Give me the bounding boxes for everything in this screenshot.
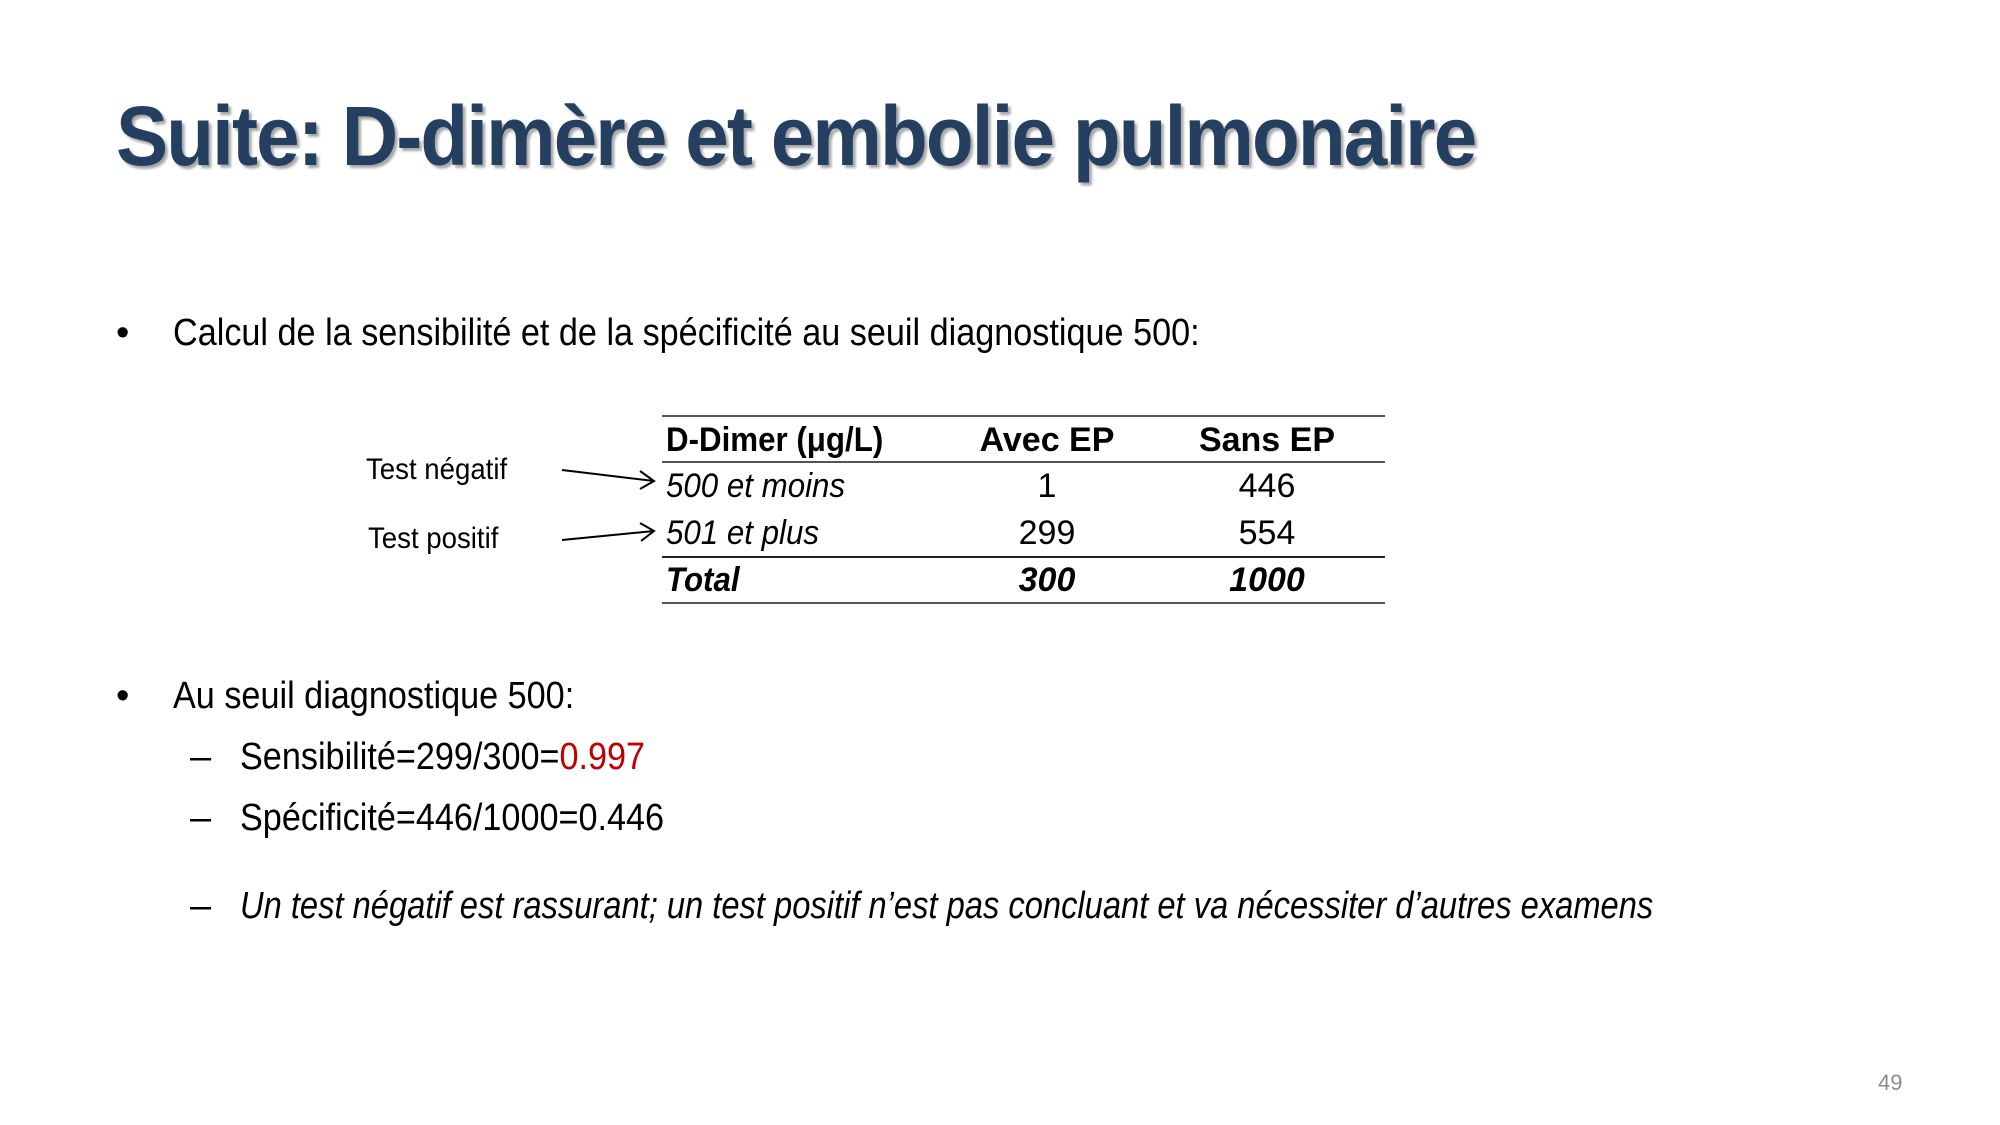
header-sans-ep: Sans EP — [1198, 421, 1336, 459]
bullet-marker: • — [116, 675, 130, 717]
row-label: 500 et moins — [666, 467, 846, 505]
arrow-icon — [562, 470, 654, 541]
bullet-marker: • — [116, 312, 130, 354]
header-ddimer: D-Dimer (μg/L) — [666, 421, 884, 459]
cell-avec-ep: 299 — [1018, 514, 1076, 552]
bullet-text: Au seuil diagnostique 500: — [173, 675, 575, 717]
dash-marker: – — [190, 885, 212, 927]
cell-avec-ep: 1 — [1037, 467, 1057, 505]
row-label: 501 et plus — [666, 514, 820, 552]
conclusion-text: Un test négatif est rassurant; un test positif n’est pas concluant et va nécessiter d’autres examens — [240, 885, 1654, 927]
bullet-text: Calcul de la sensibilité et de la spécificité au seuil diagnostique 500: — [173, 312, 1200, 354]
sensibilite-formula: Sensibilité=299/300= — [240, 736, 560, 778]
dash-marker: – — [190, 736, 212, 778]
dash-marker: – — [190, 797, 212, 839]
label-test-positif: Test positif — [368, 522, 499, 555]
total-avec-ep: 300 — [1018, 561, 1076, 599]
specificite-text: Spécificité=446/1000=0.446 — [240, 797, 665, 839]
cell-sans-ep: 554 — [1238, 514, 1296, 552]
total-label: Total — [666, 561, 740, 599]
cell-sans-ep: 446 — [1238, 467, 1296, 505]
sensibilite-text — [240, 736, 645, 779]
label-test-negatif: Test négatif — [366, 453, 508, 486]
header-avec-ep: Avec EP — [979, 421, 1115, 459]
total-sans-ep: 1000 — [1229, 561, 1305, 599]
slide-title: Suite: D-dimère et embolie pulmonaire — [116, 89, 1476, 183]
sensibilite-value: 0.997 — [559, 736, 646, 778]
page-number: 49 — [1878, 1070, 1903, 1095]
